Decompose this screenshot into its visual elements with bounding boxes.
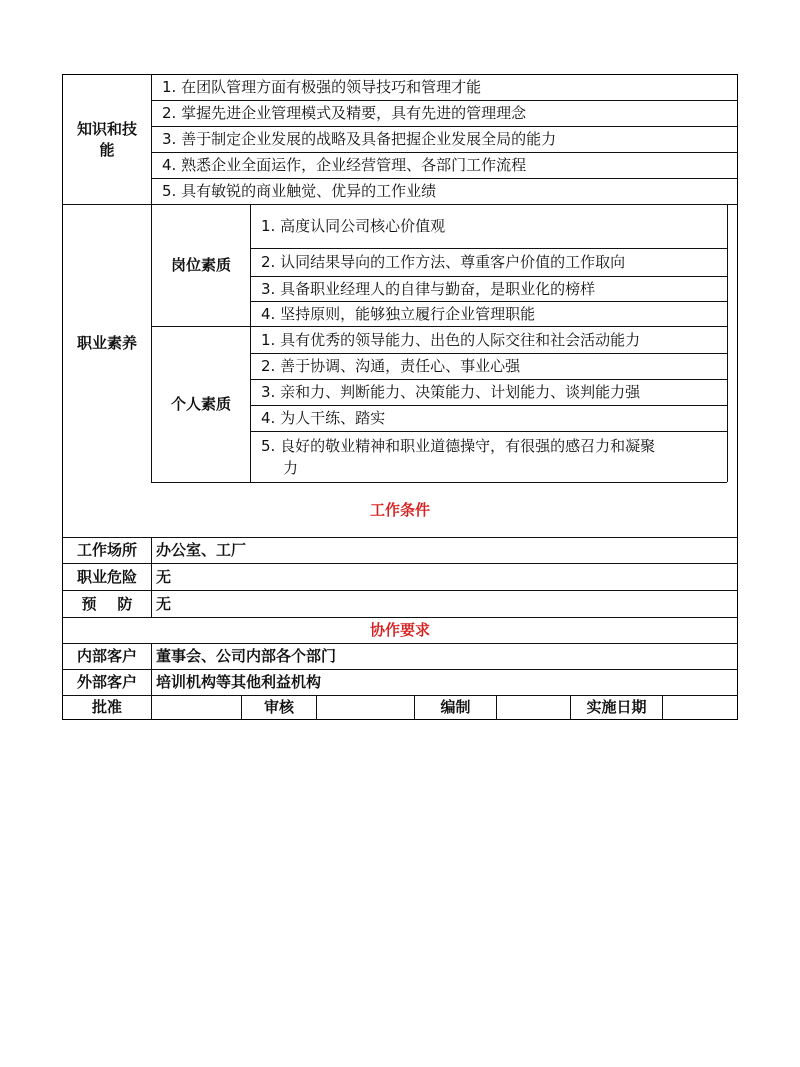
personal-item-5 <box>251 433 727 482</box>
compile-field[interactable] <box>497 696 570 719</box>
date-field[interactable] <box>663 696 737 719</box>
knowledge-label-line2: 能 <box>99 140 115 159</box>
hazard-value: 无 <box>156 567 172 586</box>
personal-item-5-line2: 力 <box>283 459 299 477</box>
personal-item: 4. 为人干练、踏实 <box>261 409 386 428</box>
approve-field[interactable] <box>152 696 241 719</box>
knowledge-item: 3. 善于制定企业发展的战略及具备把握企业发展全局的能力 <box>162 130 557 149</box>
prevention-value: 无 <box>156 594 172 613</box>
knowledge-label-line1: 知识和技 <box>76 120 137 139</box>
position-item: 3. 具备职业经理人的自律与勤奋，是职业化的榜样 <box>261 279 596 298</box>
cooperation-title: 协作要求 <box>369 621 430 640</box>
professional-label: 职业素养 <box>76 334 137 353</box>
approve-label: 批准 <box>91 698 122 717</box>
position-item: 2. 认同结果导向的工作方法、尊重客户价值的工作取向 <box>261 253 626 272</box>
review-label: 审核 <box>263 698 294 717</box>
internal-client-label: 内部客户 <box>76 647 137 666</box>
inner-right-line <box>727 204 728 482</box>
table-border-bottom <box>62 719 738 720</box>
position-quality-label: 岗位素质 <box>170 256 231 275</box>
position-item: 4. 坚持原则，能够独立履行企业管理职能 <box>261 304 536 323</box>
knowledge-item: 2. 掌握先进企业管理模式及精要，具有先进的管理理念 <box>162 104 527 123</box>
knowledge-item: 1. 在团队管理方面有极强的领导技巧和管理才能 <box>162 78 482 97</box>
personal-item: 1. 具有优秀的领导能力、出色的人际交往和社会活动能力 <box>261 330 641 349</box>
prevention-label: 预 防 <box>81 594 133 613</box>
external-client-value: 培训机构等其他利益机构 <box>156 673 322 692</box>
work-conditions-title: 工作条件 <box>369 500 430 519</box>
personal-item: 3. 亲和力、判断能力、决策能力、计划能力、谈判能力强 <box>261 383 641 402</box>
workplace-label: 工作场所 <box>76 541 137 560</box>
knowledge-item: 4. 熟悉企业全面运作，企业经营管理、各部门工作流程 <box>162 156 527 175</box>
workplace-value: 办公室、工厂 <box>156 541 247 560</box>
personal-row-line <box>250 431 727 432</box>
external-client-label: 外部客户 <box>76 673 137 692</box>
table-border-right <box>737 74 738 720</box>
personal-item-5-line1: 5. 良好的敬业精神和职业道德操守，有很强的感召力和凝聚 <box>261 437 656 455</box>
internal-client-value: 董事会、公司内部各个部门 <box>156 647 337 666</box>
knowledge-item: 5. 具有敏锐的商业触觉、优异的工作业绩 <box>162 182 437 201</box>
personal-item: 2. 善于协调、沟通，责任心、事业心强 <box>261 357 521 376</box>
hazard-label: 职业危险 <box>76 567 137 586</box>
position-item: 1. 高度认同公司核心价值观 <box>261 217 446 236</box>
review-field[interactable] <box>317 696 414 719</box>
conditions-divider <box>151 537 152 617</box>
personal-quality-label: 个人素质 <box>170 395 231 414</box>
compile-label: 编制 <box>440 698 471 717</box>
date-label: 实施日期 <box>586 698 647 717</box>
knowledge-label <box>63 75 151 204</box>
